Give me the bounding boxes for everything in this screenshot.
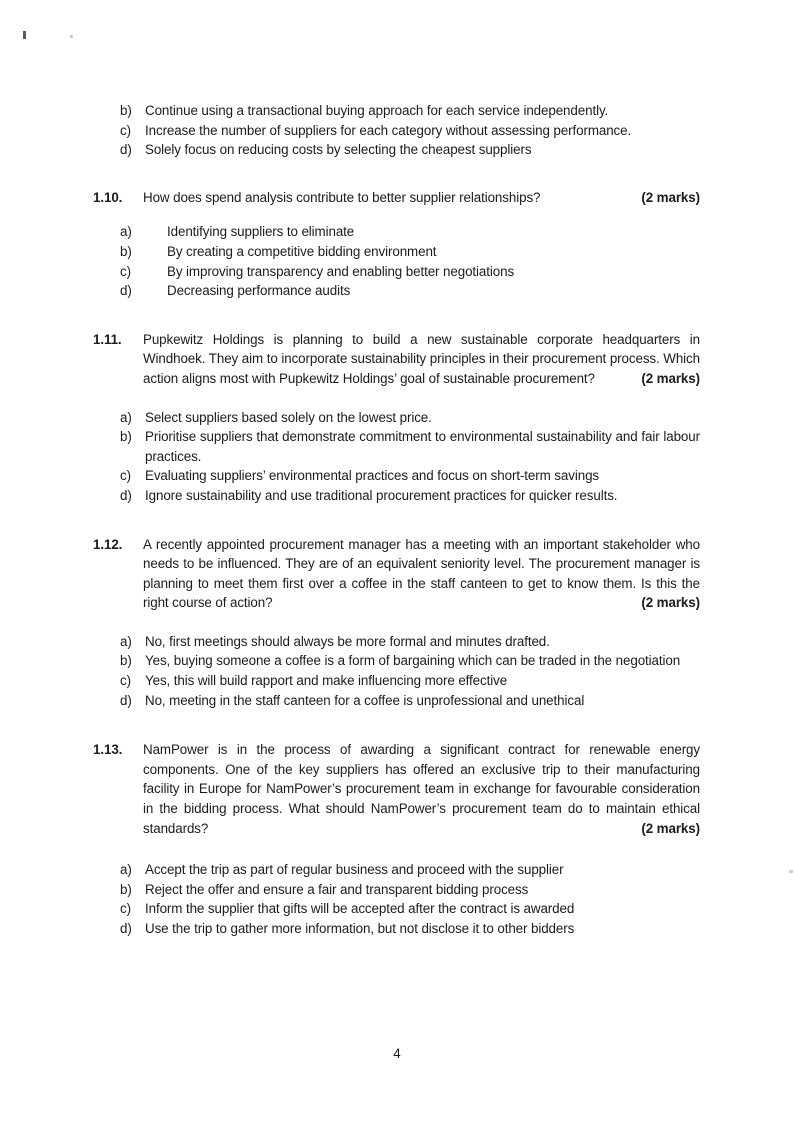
- option-letter: a): [120, 633, 132, 649]
- question-row: [93, 740, 700, 838]
- scan-artifact: [70, 35, 73, 38]
- option-letter: d): [120, 487, 132, 503]
- question-body: [143, 535, 700, 613]
- question-text: NamPower is in the process of awarding a significant contract for renewable energy components. One of the key suppliers has offered an exclusive trip to their manufacturing facility in Europe for NamPower’s procurement team in exchange for favourable consideration in the bidding process. What should NamPower’s procurement team do to maintain ethical standards?: [143, 742, 700, 836]
- option-text: Evaluating suppliers’ environmental practices and focus on short-term savings: [145, 468, 600, 484]
- page-number: 4: [393, 1046, 401, 1061]
- question-body: [143, 188, 700, 208]
- option-letter: d): [120, 692, 132, 708]
- option-letter: b): [120, 881, 132, 897]
- answer-option: [120, 101, 700, 121]
- option-letter: b): [120, 243, 132, 259]
- question-body: [143, 330, 700, 389]
- option-text: Accept the trip as part of regular business and proceed with the supplier: [145, 862, 564, 878]
- answer-option: [120, 899, 700, 919]
- question-1-13: [93, 740, 700, 938]
- option-text: Identifying suppliers to eliminate: [167, 224, 355, 240]
- option-letter: a): [120, 224, 132, 240]
- answer-option: [120, 262, 700, 282]
- option-text: Inform the supplier that gifts will be accepted after the contract is awarded: [145, 901, 575, 917]
- option-letter: c): [120, 673, 131, 689]
- answer-option: [120, 860, 700, 880]
- answer-option: [120, 632, 700, 652]
- option-letter: c): [120, 122, 131, 138]
- option-text: Decreasing performance audits: [167, 283, 351, 299]
- question-row: [93, 535, 700, 613]
- option-text: Ignore sustainability and use traditional procurement practices for quicker results.: [145, 487, 618, 503]
- option-text: Solely focus on reducing costs by selecting the cheapest suppliers: [145, 142, 532, 158]
- question-number: 1.10.: [93, 189, 123, 205]
- option-text: By creating a competitive bidding environment: [167, 243, 437, 259]
- question-number: 1.12.: [93, 536, 123, 552]
- question-number: 1.11.: [93, 331, 122, 347]
- question-1-12: [93, 535, 700, 711]
- answer-option: [120, 691, 700, 711]
- option-text: Yes, buying someone a coffee is a form of bargaining which can be traded in the negotiation: [145, 653, 681, 669]
- marks-label: (2 marks): [641, 820, 700, 836]
- option-text: Use the trip to gather more information, but not disclose it to other bidders: [145, 921, 575, 936]
- marks-label: (2 marks): [641, 189, 700, 205]
- marks-label: (2 marks): [641, 595, 700, 611]
- question-text: A recently appointed procurement manager has a meeting with an important stakeholder who needs to be influenced. They are of an equivalent seniority level. The procurement manager is planning to meet them first over a coffee in the staff canteen to get to know them. Is this the right course of action?: [143, 536, 700, 611]
- answer-option: [120, 466, 700, 486]
- question-text: Pupkewitz Holdings is planning to build a new sustainable corporate headquarters in Windhoek. They aim to incorporate sustainability principles in their procurement process. Which action aligns most with Pupkewitz Holdings’ goal of sustainable procurement?: [143, 331, 700, 386]
- option-text: Prioritise suppliers that demonstrate commitment to environmental sustainability and fair labour practices.: [145, 429, 700, 464]
- answer-option: [120, 427, 700, 466]
- question-body: [143, 740, 700, 838]
- continuation-options: [120, 101, 700, 160]
- answer-option: [120, 880, 700, 900]
- answer-option: [120, 222, 700, 242]
- answer-option: [120, 242, 700, 262]
- option-letter: d): [120, 921, 132, 936]
- option-text: No, meeting in the staff canteen for a coffee is unprofessional and unethical: [145, 692, 585, 708]
- scan-artifact: [23, 31, 26, 39]
- question-options: [120, 408, 700, 506]
- question-options: [120, 222, 700, 300]
- question-options: [120, 632, 700, 710]
- option-text: Reject the offer and ensure a fair and transparent bidding process: [145, 881, 529, 897]
- answer-option: [120, 671, 700, 691]
- option-text: No, first meetings should always be more formal and minutes drafted.: [145, 633, 550, 649]
- answer-option: [120, 486, 700, 506]
- option-letter: b): [120, 653, 132, 669]
- question-options: [120, 860, 700, 938]
- answer-option: [120, 281, 700, 301]
- option-text: Select suppliers based solely on the lowest price.: [145, 409, 432, 425]
- question-text: How does spend analysis contribute to better supplier relationships?: [143, 189, 541, 205]
- question-1-11: [93, 330, 700, 506]
- question-row: [93, 330, 700, 389]
- option-letter: a): [120, 409, 132, 425]
- marks-label: (2 marks): [641, 370, 700, 386]
- option-letter: d): [120, 283, 132, 299]
- option-letter: b): [120, 429, 132, 445]
- option-letter: c): [120, 263, 131, 279]
- option-text: Continue using a transactional buying approach for each service independently.: [145, 103, 609, 118]
- answer-option: [120, 651, 700, 671]
- question-1-10: [93, 188, 700, 301]
- option-text: By improving transparency and enabling better negotiations: [167, 263, 515, 279]
- option-letter: a): [120, 862, 132, 878]
- question-row: [93, 188, 700, 208]
- answer-option: [120, 919, 700, 939]
- exam-content: [93, 101, 700, 939]
- answer-option: [120, 408, 700, 428]
- option-letter: c): [120, 901, 131, 917]
- scan-artifact: [789, 870, 793, 873]
- option-letter: d): [120, 142, 132, 158]
- option-letter: c): [120, 468, 131, 484]
- option-text: Yes, this will build rapport and make influencing more effective: [145, 673, 508, 689]
- option-text: Increase the number of suppliers for each category without assessing performance.: [145, 122, 632, 138]
- question-number: 1.13.: [93, 742, 123, 758]
- answer-option: [120, 121, 700, 141]
- option-letter: b): [120, 103, 132, 118]
- answer-option: [120, 140, 700, 160]
